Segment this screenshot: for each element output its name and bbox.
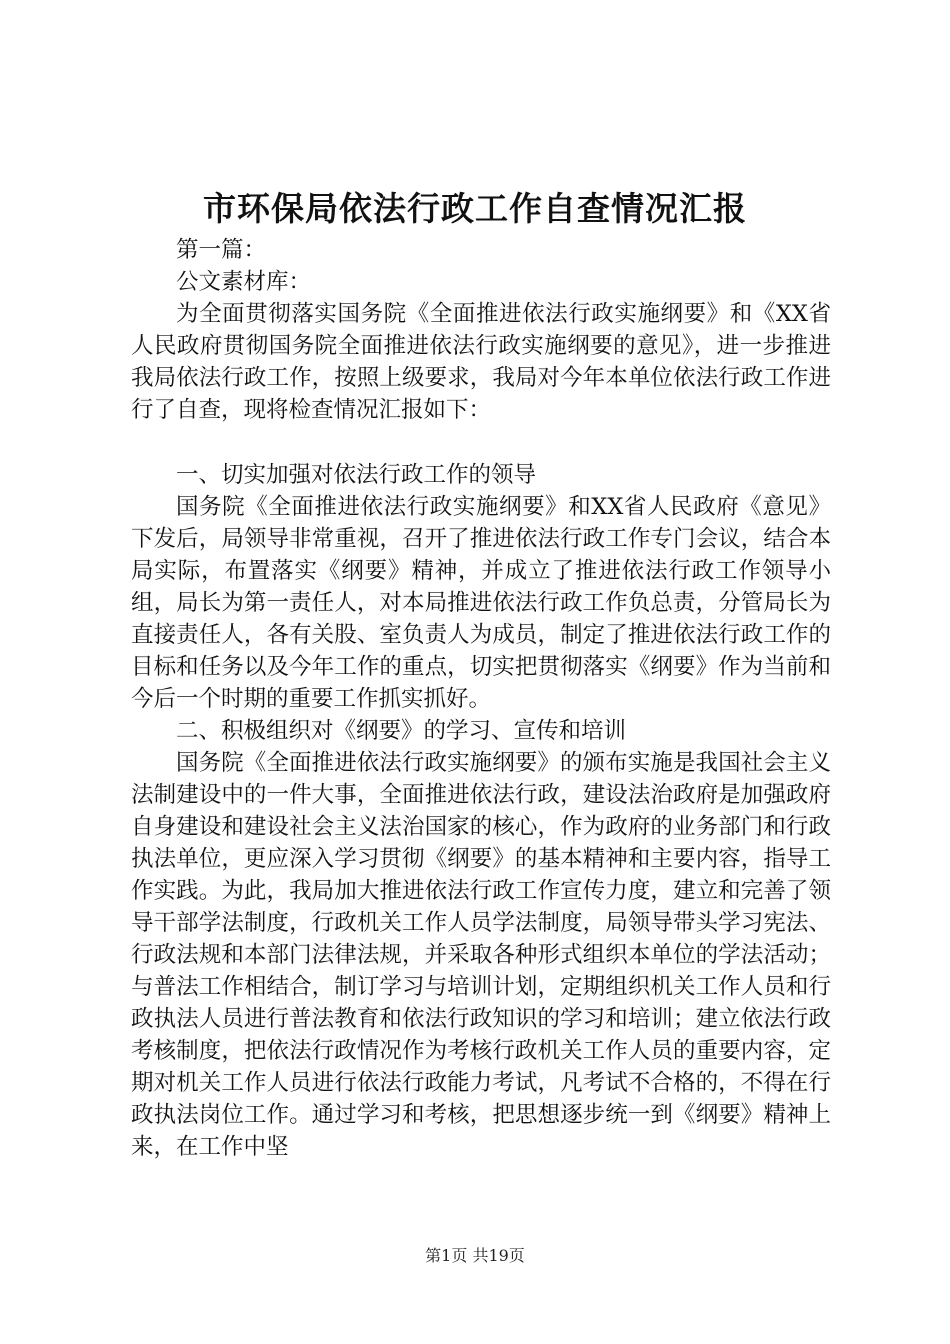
intro-paragraph: 为全面贯彻落实国务院《全面推进依法行政实施纲要》和《XX省人民政府贯彻国务院全面推进依法行政实施纲要的意见》，进一步推进我局依法行政工作，按照上级要求，我局对今年本单位依法行政工作进行了自查，现将检查情况汇报如下：	[131, 301, 831, 423]
document-body	[131, 234, 831, 1163]
section-2-paragraph: 国务院《全面推进依法行政实施纲要》的颁布实施是我国社会主义法制建设中的一件大事，全面推进依法行政，建设法治政府是加强政府自身建设和建设社会主义法治国家的核心，作为政府的业务部门和行政执法单位，更应深入学习贯彻《纲要》的基本精神和主要内容，指导工作实践。为此，我局加大推进依法行政工作宣传力度，建立和完善了领导干部学法制度，行政机关工作人员学法制度，局领导带头学习宪法、行政法规和本部门法律法规，并采取各种形式组织本单位的学法活动；与普法工作相结合，制订学习与培训计划，定期组织机关工作人员和行政执法人员进行普法教育和依法行政知识的学习和培训；建立依法行政考核制度，把依法行政情况作为考核行政机关工作人员的重要内容，定期对机关工作人员进行依法行政能力考试，凡考试不合格的，不得在行政执法岗位工作。通过学习和考核，把思想逐步统一到《纲要》精神上来，在工作中坚	[131, 750, 831, 1160]
page-footer: 第1页 共19页	[425, 1246, 525, 1265]
paragraph-spacer	[131, 426, 831, 459]
section-1-heading: 一、切实加强对依法行政工作的领导	[176, 462, 537, 488]
part-label: 第一篇：	[176, 237, 267, 263]
section-1-paragraph: 国务院《全面推进依法行政实施纲要》和XX省人民政府《意见》下发后，局领导非常重视，召开了推进依法行政工作专门会议，结合本局实际，布置落实《纲要》精神，并成立了推进依法行政工作领导小组，局长为第一责任人，对本局推进依法行政工作负总责，分管局长为直接责任人，各有关股、室负责人为成员，制定了推进依法行政工作的目标和任务以及今年工作的重点，切实把贯彻落实《纲要》作为当前和今后一个时期的重要工作抓实抓好。	[131, 494, 831, 712]
section-2-heading: 二、积极组织对《纲要》的学习、宣传和培训	[176, 718, 627, 744]
document-title: 市环保局依法行政工作自查情况汇报	[203, 189, 747, 228]
source-label: 公文素材库：	[176, 269, 312, 295]
